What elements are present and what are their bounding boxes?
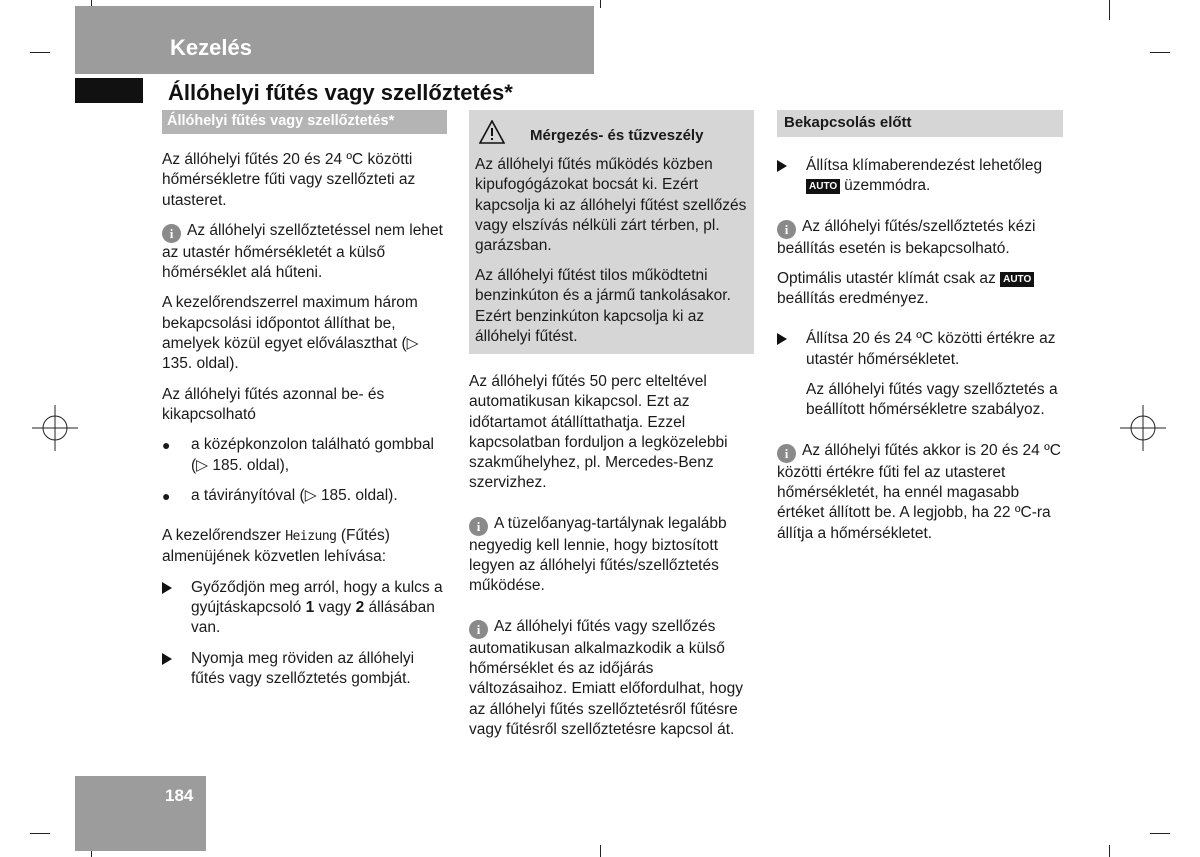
registration-mark-right <box>1120 405 1166 451</box>
info-icon: i <box>777 444 796 463</box>
subheading: Bekapcsolás előtt <box>784 114 912 131</box>
subheading-band <box>162 110 447 134</box>
bullet-item: ● a távirányítóval (▷ 185. oldal). <box>162 486 447 506</box>
side-block <box>75 78 143 103</box>
bullet-dot-icon: ● <box>162 487 171 504</box>
step-arrow-icon <box>777 333 787 345</box>
column-2 <box>469 372 754 740</box>
column-3 <box>777 156 1063 544</box>
crop-mark <box>30 833 50 834</box>
warning-triangle-icon <box>479 120 505 144</box>
crop-mark <box>1150 52 1170 53</box>
paragraph: A kezelőrendszerrel maximum három bekapcsolási időpontot állíthat be, amelyek közül egyet előválaszthat (▷ 135. oldal). <box>162 294 419 373</box>
page-title: Állóhelyi fűtés vagy szellőztetés* <box>168 80 513 105</box>
paragraph: Az állóhelyi fűtés azonnal be- és kikapcsolható <box>162 385 385 423</box>
subheading-box <box>777 110 1063 137</box>
step-item: Állítsa klímaberendezést lehetőleg AUTO üzemmódra. <box>777 156 1063 197</box>
menu-name: Heizung <box>285 529 337 545</box>
section-title: Kezelés <box>170 35 252 60</box>
page-number: 184 <box>165 786 194 805</box>
info-note: i Az állóhelyi szellőztetéssel nem lehet az utastér hőmérsékletét a külső hőmérséklet alá hűteni. <box>162 221 443 282</box>
paragraph: Az állóhelyi fűtés 20 és 24 ºC közötti hőmérsékletre fűti vagy szellőzteti az utasteret. <box>162 151 416 209</box>
step-arrow-icon <box>162 653 172 665</box>
info-icon: i <box>469 620 488 639</box>
warning-text: Az állóhelyi fűtést tilos működtetni benzinkúton és a jármű tankolásakor. Ezért benzinkúton kapcsolja ki az állóhelyi fűtést. <box>475 267 731 345</box>
paragraph: Az állóhelyi fűtés 50 perc elteltével automatikusan kikapcsol. Ezt az időtartamot átállíttathatja. Ezzel kapcsolatban forduljon a legközelebbi szakműhelyhez, pl. Mercedes-Benz szervizhez. <box>469 373 728 492</box>
paragraph: A kezelőrendszer Heizung (Fűtés) almenüjének közvetlen lehívása: <box>162 527 390 566</box>
info-note: i Az állóhelyi fűtés/szellőztetés kézi beállítás esetén is bekapcsolható. <box>777 217 1036 257</box>
crop-mark <box>1109 845 1110 857</box>
step-item: Nyomja meg röviden az állóhelyi fűtés vagy szellőztetés gombját. <box>162 649 447 690</box>
crop-mark <box>600 845 601 857</box>
step-item: Győződjön meg arról, hogy a kulcs a gyújtáskapcsoló 1 vagy 2 állásában van. <box>162 578 447 639</box>
step-arrow-icon <box>777 160 787 172</box>
step-result: Az állóhelyi fűtés vagy szellőztetés a beállított hőmérsékletre szabályoz. <box>806 381 1058 419</box>
info-icon: i <box>469 517 488 536</box>
info-note: i A tüzelőanyag-tartálynak legalább negyedig kell lennie, hogy biztosított legyen az állóhelyi fűtés/szellőztetés működése. <box>469 514 727 595</box>
warning-title: Mérgezés- és tűzveszély <box>530 127 704 144</box>
section-header-band <box>75 6 594 74</box>
column-1 <box>162 150 447 689</box>
bullet-item: ● a középkonzolon található gombbal (▷ 185. oldal), <box>162 436 435 474</box>
step-item: Állítsa 20 és 24 ºC közötti értékre az utastér hőmérsékletet. <box>777 329 1063 370</box>
bullet-dot-icon: ● <box>162 437 171 454</box>
crop-mark <box>1109 0 1110 20</box>
warning-box <box>469 110 754 354</box>
info-icon: i <box>777 220 796 239</box>
paragraph: Optimális utastér klímát csak az AUTO beállítás eredményez. <box>777 269 1063 310</box>
warning-text: Az állóhelyi fűtés működés közben kipufogógázokat bocsát ki. Ezért kapcsolja ki az állóhelyi fűtést szellőzés vagy elszívás nélküli zárt térben, pl. garázsban. <box>475 156 747 255</box>
registration-mark-left <box>32 405 78 451</box>
info-icon: i <box>162 224 181 243</box>
page-number-band <box>75 776 206 851</box>
step-arrow-icon <box>162 582 172 594</box>
auto-button-icon: AUTO <box>1000 272 1034 287</box>
subheading: Állóhelyi fűtés vagy szellőztetés* <box>167 113 395 129</box>
info-note: i Az állóhelyi fűtés akkor is 20 és 24 ºC közötti értékre fűti fel az utasteret hőmérsékletét, ha ennél magasabb értéket állított be. A legjobb, ha 22 ºC-ra állítja a hőmérsékletet. <box>777 441 1061 542</box>
crop-mark <box>30 52 50 53</box>
info-note: i Az állóhelyi fűtés vagy szellőzés automatikusan alkalmazkodik a külső hőmérséklet és az időjárás változásaihoz. Emiatt előfordulhat, hogy az állóhelyi fűtés szellőztetésről fűtésre vagy fűtésről szellőztetésre kapcsol át. <box>469 617 743 738</box>
crop-mark <box>1150 833 1170 834</box>
crop-mark <box>600 0 601 8</box>
auto-button-icon: AUTO <box>806 179 840 194</box>
